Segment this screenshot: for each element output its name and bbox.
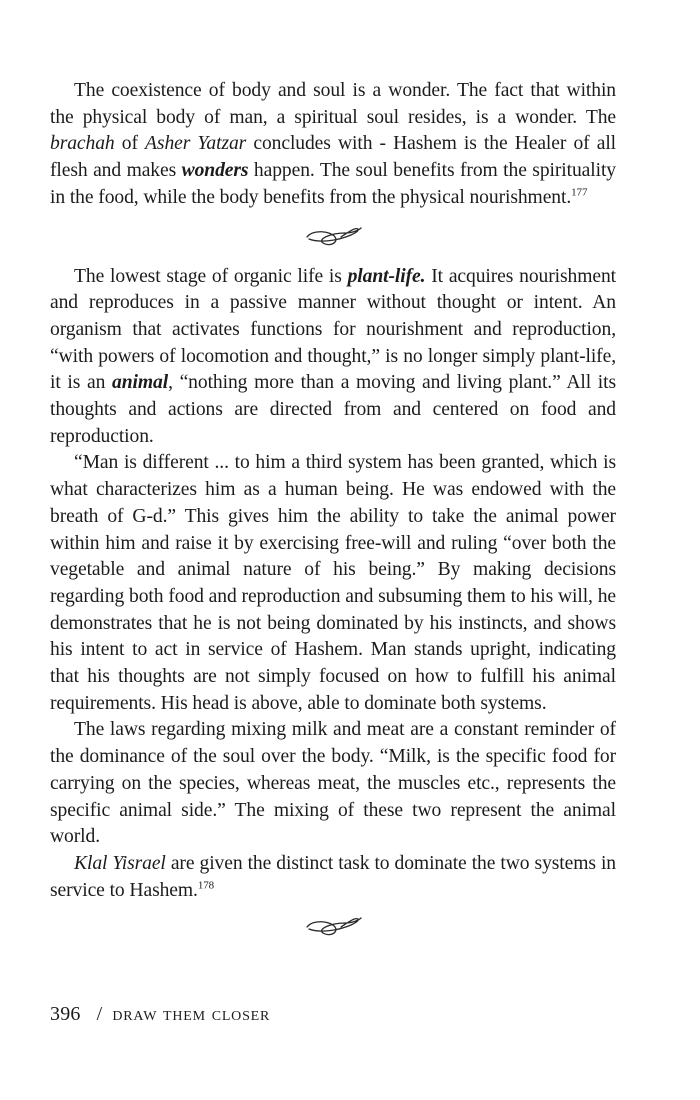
emphasis-text: wonders <box>181 160 249 182</box>
book-title: draw them closer <box>112 1003 271 1025</box>
section-divider <box>50 218 616 258</box>
page-body <box>50 78 616 948</box>
paragraph-plant-life <box>50 264 616 451</box>
paragraph-milk-meat <box>50 717 616 851</box>
paragraph-man-different <box>50 450 616 717</box>
emphasis-text: animal <box>112 372 169 394</box>
footer-separator: / <box>96 1003 103 1025</box>
body-text: happen. The soul benefits from the spirituality in the food, while the body benefits from the physical nourishment. <box>50 160 616 208</box>
body-text: , “nothing more than a moving and living plant.” All its thoughts and actions are directed from and centered on food and reproduction. <box>50 372 616 447</box>
paragraph-body-soul <box>50 78 616 212</box>
body-text: The coexistence of body and soul is a wonder. The fact that within the physical body of man, a spiritual soul resides, is a wonder. The <box>50 80 616 128</box>
running-footer <box>50 1003 270 1026</box>
paragraph-klal-yisrael <box>50 851 616 904</box>
footnote-marker[interactable]: 177 <box>571 186 588 199</box>
italic-text: Asher Yatzar <box>145 133 247 155</box>
section-divider <box>50 908 616 948</box>
footnote-marker[interactable]: 178 <box>197 879 215 892</box>
body-text: “Man is different ... to him a third system has been granted, which is what characterizes him as a human being. He was endowed with the breath of G-d.” This gives him the ability to take the animal power within him and raise it by exercising free-will and ruling “over both the vegetable and animal nature of his being.” By making decisions regarding both food and reproduction and subsuming them to his will, he demonstrates that he is not being dominated by his instincts, and shows his intent to act in service of Hashem. Man stands upright, indicating that his thoughts are not simply focused on how to fulfill his animal requirements. His head is above, able to dominate both systems. <box>50 452 616 714</box>
flourish-icon <box>301 225 365 251</box>
page-number: 396 <box>50 1003 81 1025</box>
body-text: It acquires nourishment and reproduces in a passive manner without thought or intent. An organism that activates functions for nourishment and reproduction, “with powers of locomotion and thought,” is no longer simply plant-life, it is an <box>50 265 616 394</box>
italic-text: Klal Yisrael <box>74 852 166 874</box>
body-text: The laws regarding mixing milk and meat are a constant reminder of the dominance of the soul over the body. “Milk, is the specific food for carrying on the species, whereas meat, the muscles etc., represents the specific animal side.” The mixing of these two represent the animal world. <box>50 719 616 848</box>
body-text: of <box>114 133 146 155</box>
italic-text: brachah <box>50 133 115 155</box>
body-text: concludes with - Hashem is the Healer of all flesh and makes <box>50 133 617 182</box>
body-text: are given the distinct task to dominate the two systems in service to Hashem. <box>50 852 616 901</box>
flourish-icon <box>301 915 365 941</box>
emphasis-text: plant-life. <box>347 265 426 287</box>
body-text: The lowest stage of organic life is <box>74 265 348 287</box>
